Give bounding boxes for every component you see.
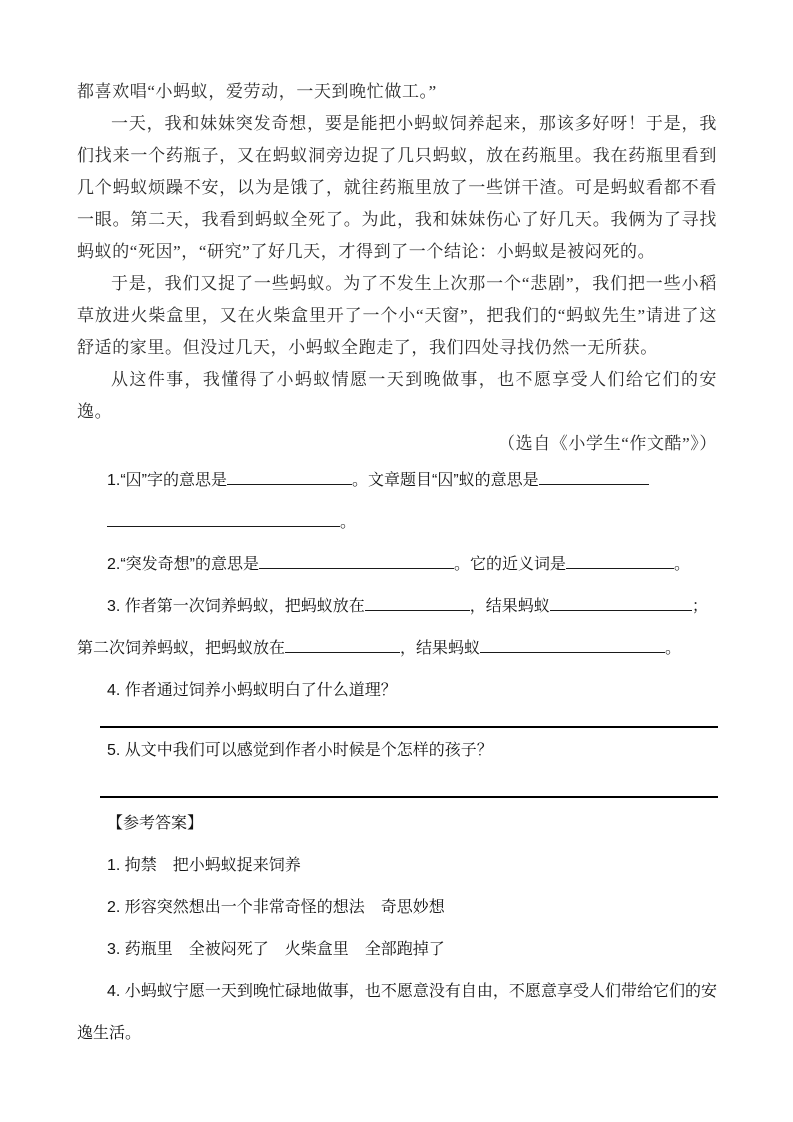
fill-in-blank — [550, 595, 692, 611]
question-1-line-1 — [77, 460, 717, 502]
answer-rule-line — [100, 726, 718, 728]
question-3-text-f: 。 — [665, 640, 682, 657]
question-3-text-c: ； — [691, 598, 708, 615]
story-paragraph-1: 都喜欢唱“小蚂蚁，爱劳动，一天到晚忙做工。” — [77, 82, 437, 101]
question-3-text-b: ，结果蚂蚁 — [469, 598, 550, 615]
fill-in-blank — [227, 469, 352, 485]
source-attribution: （选自《小学生“作文酷”》） — [498, 434, 717, 453]
story-paragraph-4: 从这件事，我懂得了小蚂蚁情愿一天到晚做事，也不愿享受人们给它们的安逸。 — [77, 370, 717, 421]
question-2-text-a: 2.“突发奇想”的意思是 — [107, 556, 260, 573]
question-2-text-b: 。它的近义词是 — [454, 556, 567, 573]
answer-1: 1. 拘禁 把小蚂蚁捉来饲养 — [107, 857, 301, 874]
question-2-text-c: 。 — [674, 556, 691, 573]
fill-in-blank — [480, 637, 665, 653]
question-3-text-d: 第二次饲养蚂蚁，把蚂蚁放在 — [77, 640, 286, 657]
question-3-text-e: ，结果蚂蚁 — [400, 640, 481, 657]
fill-in-blank — [539, 469, 649, 485]
story-paragraph-2: 一天，我和妹妹突发奇想，要是能把小蚂蚁饲养起来，那该多好呀！于是，我们找来一个药瓶子，又在蚂蚁洞旁边捉了几只蚂蚁，放在药瓶里。我在药瓶里看到几个蚂蚁烦躁不安，以为是饿了，就往药瓶里放了一些饼干渣。可是蚂蚁看都不看一眼。第二天，我看到蚂蚁全死了。为此，我和妹妹伤心了好几天。我俩为了寻找蚂蚁的“死因”，“研究”了好几天，才得到了一个结论：小蚂蚁是被闷死的。 — [77, 114, 717, 261]
question-1-text-c: 。 — [340, 514, 357, 531]
question-3-line-2 — [77, 628, 717, 670]
story-paragraph-3: 于是，我们又捉了一些蚂蚁。为了不发生上次那一个“悲剧”，我们把一些小稻草放进火柴盒里，又在火柴盒里开了一个小“天窗”，把我们的“蚂蚁先生”请进了这舒适的家里。但没过几天，小蚂蚁全跑走了，我们四处寻找仍然一无所获。 — [77, 274, 717, 357]
reading-passage — [77, 76, 717, 460]
fill-in-blank — [365, 595, 470, 611]
fill-in-blank — [259, 553, 454, 569]
answer-rule-line — [100, 796, 718, 798]
question-4: 4. 作者通过饲养小蚂蚁明白了什么道理？ — [107, 682, 397, 699]
fill-in-blank — [566, 553, 674, 569]
question-5: 5. 从文中我们可以感觉到作者小时候是个怎样的孩子？ — [107, 742, 493, 759]
fill-in-blank — [107, 511, 340, 527]
answer-4: 4. 小蚂蚁宁愿一天到晚忙碌地做事，也不愿意没有自由，不愿意享受人们带给它们的安逸生活。 — [77, 983, 717, 1042]
reference-answers-section — [77, 803, 717, 1055]
answers-header: 【参考答案】 — [107, 815, 204, 832]
question-2 — [77, 544, 717, 586]
question-3-text-a: 3. 作者第一次饲养蚂蚁，把蚂蚁放在 — [107, 598, 365, 615]
answer-2: 2. 形容突然想出一个非常奇怪的想法 奇思妙想 — [107, 899, 445, 916]
question-1-text-b: 。文章题目“囚”蚁的意思是 — [352, 472, 539, 489]
question-3-line-1 — [77, 586, 717, 628]
fill-in-blank — [285, 637, 400, 653]
answer-3: 3. 药瓶里 全被闷死了 火柴盒里 全部跑掉了 — [107, 941, 445, 958]
questions-section — [77, 460, 717, 798]
question-1-line-2 — [77, 502, 717, 544]
question-1-text-a: 1.“囚”字的意思是 — [107, 472, 228, 489]
